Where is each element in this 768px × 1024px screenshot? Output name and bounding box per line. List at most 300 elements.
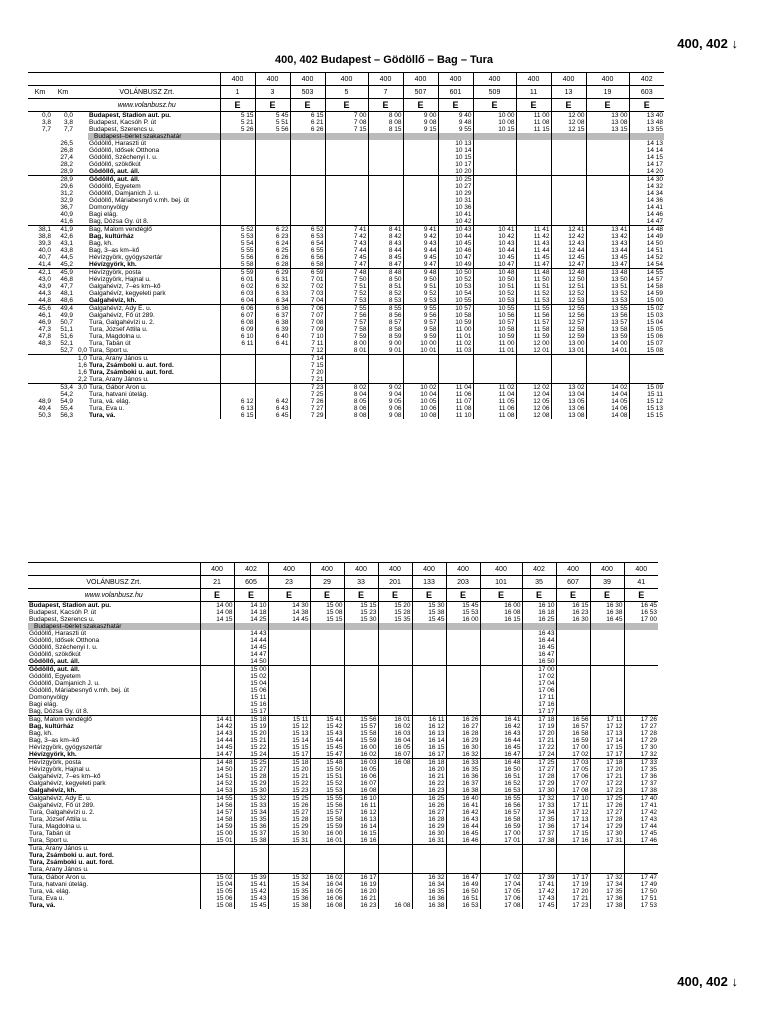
departure-time: 17 43 <box>624 816 658 823</box>
km-value <box>74 333 88 340</box>
table-row <box>28 666 658 674</box>
departure-time <box>516 197 551 204</box>
stop-name: Tura, hatvani útelág. <box>29 881 89 888</box>
stop-name: Tura, Arany János u. <box>88 355 208 363</box>
departure-time: 9 02 <box>368 384 403 392</box>
departure-time: 12 59 <box>551 333 586 340</box>
stop-name: Bag, kh. <box>89 240 113 247</box>
km-value: 7,7 <box>41 126 51 133</box>
departure-time <box>255 176 290 184</box>
departure-time: 12 48 <box>551 269 586 277</box>
departure-time: 17 05 <box>556 766 590 773</box>
departure-time: 12 00 <box>516 340 551 347</box>
website-link[interactable]: www.volanbusz.hu <box>28 589 200 602</box>
departure-time: 13 50 <box>586 276 629 283</box>
departure-time: 14 45 <box>234 644 268 651</box>
departure-time: 9 58 <box>403 326 438 333</box>
departure-time <box>516 218 551 226</box>
departure-time: 17 40 <box>624 795 658 803</box>
departure-time: 16 28 <box>446 730 480 737</box>
departure-time: 15 08 <box>629 347 664 355</box>
departure-time: 5 45 <box>255 112 290 120</box>
departure-time <box>590 852 624 859</box>
departure-time: 16 08 <box>344 787 378 795</box>
km-value <box>52 362 74 369</box>
table-row <box>28 701 658 708</box>
table-row <box>28 895 658 902</box>
departure-time: 16 10 <box>344 795 378 803</box>
km-value <box>52 133 74 140</box>
km-value <box>74 126 88 133</box>
departure-time: 6 32 <box>255 283 290 290</box>
km-value: 40,0 <box>38 247 51 254</box>
departure-time: 16 08 <box>480 609 522 616</box>
departure-time <box>412 694 446 701</box>
departure-time <box>310 845 344 853</box>
km-value <box>74 290 88 297</box>
departure-time <box>516 376 551 384</box>
departure-time: 14 08 <box>586 412 629 419</box>
departure-time: 8 06 <box>325 405 368 412</box>
departure-time: 13 05 <box>551 398 586 405</box>
departure-time: 15 57 <box>310 809 344 816</box>
departure-time: 9 04 <box>368 391 403 398</box>
departure-time: 16 41 <box>446 802 480 809</box>
departure-time <box>220 154 255 161</box>
km-value: 46,9 <box>38 319 51 326</box>
departure-time: 14 52 <box>629 254 664 261</box>
departure-time: 7 27 <box>290 405 325 412</box>
departure-time: 10 04 <box>403 391 438 398</box>
departure-time: 16 56 <box>480 802 522 809</box>
departure-time: 10 53 <box>438 283 473 290</box>
table-row <box>28 333 664 340</box>
departure-time: 13 57 <box>586 319 629 326</box>
departure-time <box>368 190 403 197</box>
departure-time: 13 08 <box>586 119 629 126</box>
table-row <box>28 852 658 859</box>
departure-time: 14 00 <box>200 602 234 610</box>
table-row <box>28 412 664 419</box>
departure-time: 15 38 <box>268 902 310 909</box>
departure-time: 14 50 <box>234 658 268 666</box>
departure-time: 15 35 <box>234 816 268 823</box>
departure-time: 11 08 <box>516 119 551 126</box>
departure-time: 6 10 <box>220 333 255 340</box>
departure-time: 10 47 <box>473 261 516 269</box>
departure-time: 17 38 <box>624 787 658 795</box>
stop-name: Bag, kultúrház <box>89 233 134 240</box>
departure-time: 6 56 <box>290 254 325 261</box>
departure-time <box>590 623 624 630</box>
departure-time <box>624 658 658 666</box>
departure-time: 10 44 <box>473 247 516 254</box>
table-row <box>28 881 658 888</box>
departure-time <box>200 859 234 866</box>
departure-time: 17 04 <box>480 881 522 888</box>
departure-time: 9 48 <box>403 269 438 277</box>
departure-time: 10 42 <box>438 218 473 226</box>
departure-time: 17 35 <box>624 766 658 773</box>
departure-time: 10 41 <box>438 211 473 218</box>
table-row <box>28 140 664 147</box>
table-row <box>28 751 658 759</box>
departure-time: 17 36 <box>522 823 556 830</box>
departure-time <box>344 701 378 708</box>
departure-time: 17 29 <box>522 780 556 787</box>
departure-time: 15 28 <box>234 773 268 780</box>
departure-time <box>624 630 658 637</box>
table-row <box>28 362 664 369</box>
departure-time: 10 56 <box>473 312 516 319</box>
stop-name: Gödöllő, szökőkút <box>89 161 141 168</box>
departure-time <box>590 701 624 708</box>
departure-time: 8 08 <box>325 412 368 419</box>
departure-time <box>624 680 658 687</box>
departure-time <box>220 133 255 140</box>
departure-time: 16 01 <box>378 716 412 724</box>
departure-time <box>255 190 290 197</box>
departure-time <box>438 369 473 376</box>
departure-time <box>325 211 368 218</box>
departure-time: 15 08 <box>310 609 344 616</box>
departure-time: 9 01 <box>368 347 403 355</box>
departure-time <box>480 644 522 651</box>
departure-time: 17 38 <box>522 837 556 845</box>
departure-time: 16 30 <box>590 602 624 610</box>
departure-time: 11 01 <box>438 333 473 340</box>
departure-time: 9 43 <box>403 240 438 247</box>
departure-time: 6 28 <box>255 261 290 269</box>
departure-time <box>200 694 234 701</box>
departure-time: 9 55 <box>438 126 473 133</box>
departure-time: 10 14 <box>438 147 473 154</box>
departure-time <box>325 183 368 190</box>
service-mark: E <box>438 99 473 112</box>
stop-name: Hévízgyörk, Hajnal u. <box>89 276 151 283</box>
departure-time: 7 50 <box>325 276 368 283</box>
departure-time: 16 05 <box>378 744 412 751</box>
km-value <box>74 297 88 305</box>
departure-time: 17 02 <box>556 751 590 759</box>
departure-time <box>629 355 664 363</box>
departure-time <box>516 133 551 140</box>
departure-time: 14 43 <box>200 730 234 737</box>
departure-time <box>325 161 368 168</box>
stop-name: Tura, Arany János u. <box>28 845 188 853</box>
departure-time: 15 06 <box>200 895 234 902</box>
departure-time <box>378 816 412 823</box>
service-mark: E <box>624 589 658 602</box>
departure-time <box>290 147 325 154</box>
departure-time: 16 49 <box>446 881 480 888</box>
trip-number: 3 <box>255 86 290 99</box>
line-number: 400 <box>220 73 255 86</box>
departure-time: 16 07 <box>378 751 412 759</box>
table-row <box>28 161 664 168</box>
departure-time: 9 05 <box>368 398 403 405</box>
departure-time: 10 27 <box>438 183 473 190</box>
line-number: 402 <box>234 563 268 576</box>
departure-time <box>268 630 310 637</box>
departure-time: 16 12 <box>412 723 446 730</box>
departure-time: 15 13 <box>268 730 310 737</box>
departure-time: 7 04 <box>290 297 325 305</box>
departure-time <box>310 658 344 666</box>
departure-time: 8 57 <box>368 319 403 326</box>
departure-time <box>556 651 590 658</box>
table-row <box>28 687 658 694</box>
departure-time <box>556 680 590 687</box>
departure-time: 6 33 <box>255 290 290 297</box>
departure-time: 14 36 <box>629 197 664 204</box>
km-value: 38,1 <box>28 226 52 234</box>
departure-time: 16 37 <box>446 780 480 787</box>
departure-time: 15 57 <box>344 723 378 730</box>
departure-time <box>220 190 255 197</box>
departure-time: 16 32 <box>412 874 446 882</box>
departure-time <box>586 133 629 140</box>
departure-time <box>325 176 368 184</box>
departure-time <box>325 168 368 176</box>
km-value <box>74 183 88 190</box>
table-row <box>28 845 658 853</box>
departure-time <box>586 376 629 384</box>
departure-time: 16 53 <box>446 902 480 909</box>
departure-time <box>200 673 234 680</box>
departure-time <box>480 852 522 859</box>
departure-time <box>378 780 412 787</box>
departure-time <box>290 190 325 197</box>
departure-time <box>378 651 412 658</box>
departure-time: 14 50 <box>200 766 234 773</box>
departure-time <box>556 845 590 853</box>
website-link[interactable]: www.volanbusz.hu <box>74 99 220 112</box>
table-row <box>28 766 658 773</box>
departure-time <box>624 673 658 680</box>
departure-time: 6 34 <box>255 297 290 305</box>
km-value <box>28 384 52 392</box>
departure-time: 17 42 <box>522 888 556 895</box>
departure-time: 14 55 <box>200 795 234 803</box>
km-value: 54,2 <box>60 391 73 398</box>
departure-time: 15 21 <box>268 773 310 780</box>
departure-time <box>446 845 480 853</box>
departure-time <box>200 630 234 637</box>
departure-time: 15 51 <box>310 773 344 780</box>
departure-time <box>480 680 522 687</box>
stop-name: Tura, Zsámboki u. aut. ford. <box>29 852 114 859</box>
departure-time: 12 42 <box>551 233 586 240</box>
departure-time: 14 45 <box>200 744 234 751</box>
departure-time: 15 45 <box>234 902 268 909</box>
departure-time <box>586 140 629 147</box>
table-row <box>28 673 658 680</box>
departure-time: 6 01 <box>220 276 255 283</box>
departure-time: 17 41 <box>624 802 658 809</box>
line-number: 400 <box>516 73 551 86</box>
departure-time: 16 11 <box>412 716 446 724</box>
km-value: 28,9 <box>52 176 74 184</box>
departure-time: 7 02 <box>290 283 325 290</box>
departure-time <box>473 147 516 154</box>
departure-time: 15 22 <box>234 744 268 751</box>
departure-time: 14 49 <box>629 233 664 240</box>
departure-time: 17 37 <box>624 780 658 787</box>
departure-time: 11 08 <box>438 405 473 412</box>
departure-time <box>378 708 412 716</box>
departure-time <box>590 637 624 644</box>
departure-time: 16 44 <box>480 737 522 744</box>
departure-time <box>516 147 551 154</box>
departure-time: 17 53 <box>624 902 658 909</box>
departure-time: 8 04 <box>325 391 368 398</box>
km-header: Km <box>52 86 74 99</box>
departure-time: 11 00 <box>473 340 516 347</box>
departure-time <box>412 852 446 859</box>
stop-name: Tura, Éva u. <box>89 405 125 412</box>
service-mark: E <box>551 99 586 112</box>
departure-time: 9 42 <box>403 233 438 240</box>
departure-time <box>268 859 310 866</box>
departure-time: 15 31 <box>268 837 310 845</box>
departure-time: 10 46 <box>438 247 473 254</box>
departure-time: 16 18 <box>412 759 446 767</box>
table-row <box>28 261 664 269</box>
departure-time: 16 00 <box>480 602 522 610</box>
departure-time <box>220 355 255 363</box>
stop-name: Hévízgyörk, posta <box>88 269 208 277</box>
departure-time: 12 44 <box>551 247 586 254</box>
departure-time <box>290 204 325 211</box>
departure-time <box>220 384 255 392</box>
departure-time <box>480 859 522 866</box>
departure-time: 6 15 <box>290 112 325 120</box>
stop-name: Budapest, Szerencs u. <box>89 126 155 133</box>
service-mark: E <box>268 589 310 602</box>
line-number: 402 <box>629 73 664 86</box>
departure-time <box>586 211 629 218</box>
departure-time: 15 05 <box>629 326 664 333</box>
departure-time: 15 11 <box>268 716 310 724</box>
km-value: 49,9 <box>60 312 73 319</box>
stop-name: Tura, vá. <box>89 412 116 419</box>
departure-time: 15 42 <box>310 723 344 730</box>
departure-time <box>403 355 438 363</box>
departure-time: 9 00 <box>368 340 403 347</box>
departure-time: 16 21 <box>412 773 446 780</box>
departure-time <box>473 176 516 184</box>
departure-time: 5 56 <box>255 126 290 133</box>
departure-time: 13 59 <box>586 333 629 340</box>
departure-time <box>344 866 378 874</box>
stop-name: Budapest, Szerencs u. <box>29 616 95 623</box>
departure-time: 16 08 <box>378 759 412 767</box>
departure-time <box>551 362 586 369</box>
departure-time <box>438 362 473 369</box>
departure-time <box>325 204 368 211</box>
departure-time: 16 34 <box>412 881 446 888</box>
departure-time: 8 47 <box>368 261 403 269</box>
stop-name: Tura, Zsámboki u. aut. ford. <box>29 859 114 866</box>
departure-time <box>268 666 310 674</box>
departure-time: 17 10 <box>556 795 590 803</box>
departure-time: 11 10 <box>438 412 473 419</box>
departure-time <box>516 168 551 176</box>
departure-time: 15 38 <box>234 837 268 845</box>
km-value: 47,8 <box>38 333 51 340</box>
departure-time <box>590 845 624 853</box>
table-row <box>28 716 658 724</box>
departure-time: 13 48 <box>629 119 664 126</box>
departure-time: 12 52 <box>551 290 586 297</box>
stop-name: Hévízgyörk, Hajnal u. <box>29 766 91 773</box>
departure-time: 11 48 <box>516 269 551 277</box>
table-row <box>28 859 658 866</box>
departure-time: 16 26 <box>412 802 446 809</box>
departure-time: 14 14 <box>629 147 664 154</box>
km-value <box>74 326 88 333</box>
departure-time <box>255 154 290 161</box>
trip-number: 1 <box>220 86 255 99</box>
departure-time <box>344 845 378 853</box>
line-number: 400 <box>586 73 629 86</box>
departure-time: 11 51 <box>516 283 551 290</box>
km-value: 43,1 <box>60 240 73 247</box>
departure-time: 13 04 <box>551 391 586 398</box>
stop-name: Tura, József Attila u. <box>89 326 148 333</box>
departure-time: 15 16 <box>234 701 268 708</box>
departure-time: 11 04 <box>438 384 473 392</box>
departure-time: 15 01 <box>200 837 234 845</box>
departure-time: 6 37 <box>255 312 290 319</box>
departure-time <box>220 176 255 184</box>
departure-time <box>220 347 255 355</box>
departure-time: 17 26 <box>624 716 658 724</box>
departure-time: 10 41 <box>473 226 516 234</box>
table-row <box>28 126 664 133</box>
departure-time: 16 10 <box>522 602 556 610</box>
departure-time: 15 14 <box>268 737 310 744</box>
departure-time <box>368 355 403 363</box>
departure-time: 15 45 <box>412 616 446 623</box>
km-value: 50,7 <box>60 319 73 326</box>
departure-time <box>480 694 522 701</box>
departure-time <box>290 161 325 168</box>
departure-time <box>234 866 268 874</box>
departure-time: 14 44 <box>234 637 268 644</box>
departure-time: 17 00 <box>624 616 658 623</box>
departure-time: 14 38 <box>268 609 310 616</box>
departure-time: 16 38 <box>590 609 624 616</box>
departure-time: 12 02 <box>516 384 551 392</box>
km-value <box>28 218 52 226</box>
departure-time: 12 53 <box>551 297 586 305</box>
departure-time: 11 59 <box>516 333 551 340</box>
departure-time: 8 43 <box>368 240 403 247</box>
departure-time: 17 36 <box>624 773 658 780</box>
departure-time: 7 26 <box>290 398 325 405</box>
departure-time <box>268 852 310 859</box>
km-value <box>74 140 88 147</box>
departure-time <box>551 140 586 147</box>
departure-time <box>556 630 590 637</box>
departure-time <box>586 190 629 197</box>
departure-time: 9 52 <box>403 290 438 297</box>
km-value <box>28 190 52 197</box>
departure-time <box>200 623 234 630</box>
departure-time: 16 45 <box>624 602 658 610</box>
